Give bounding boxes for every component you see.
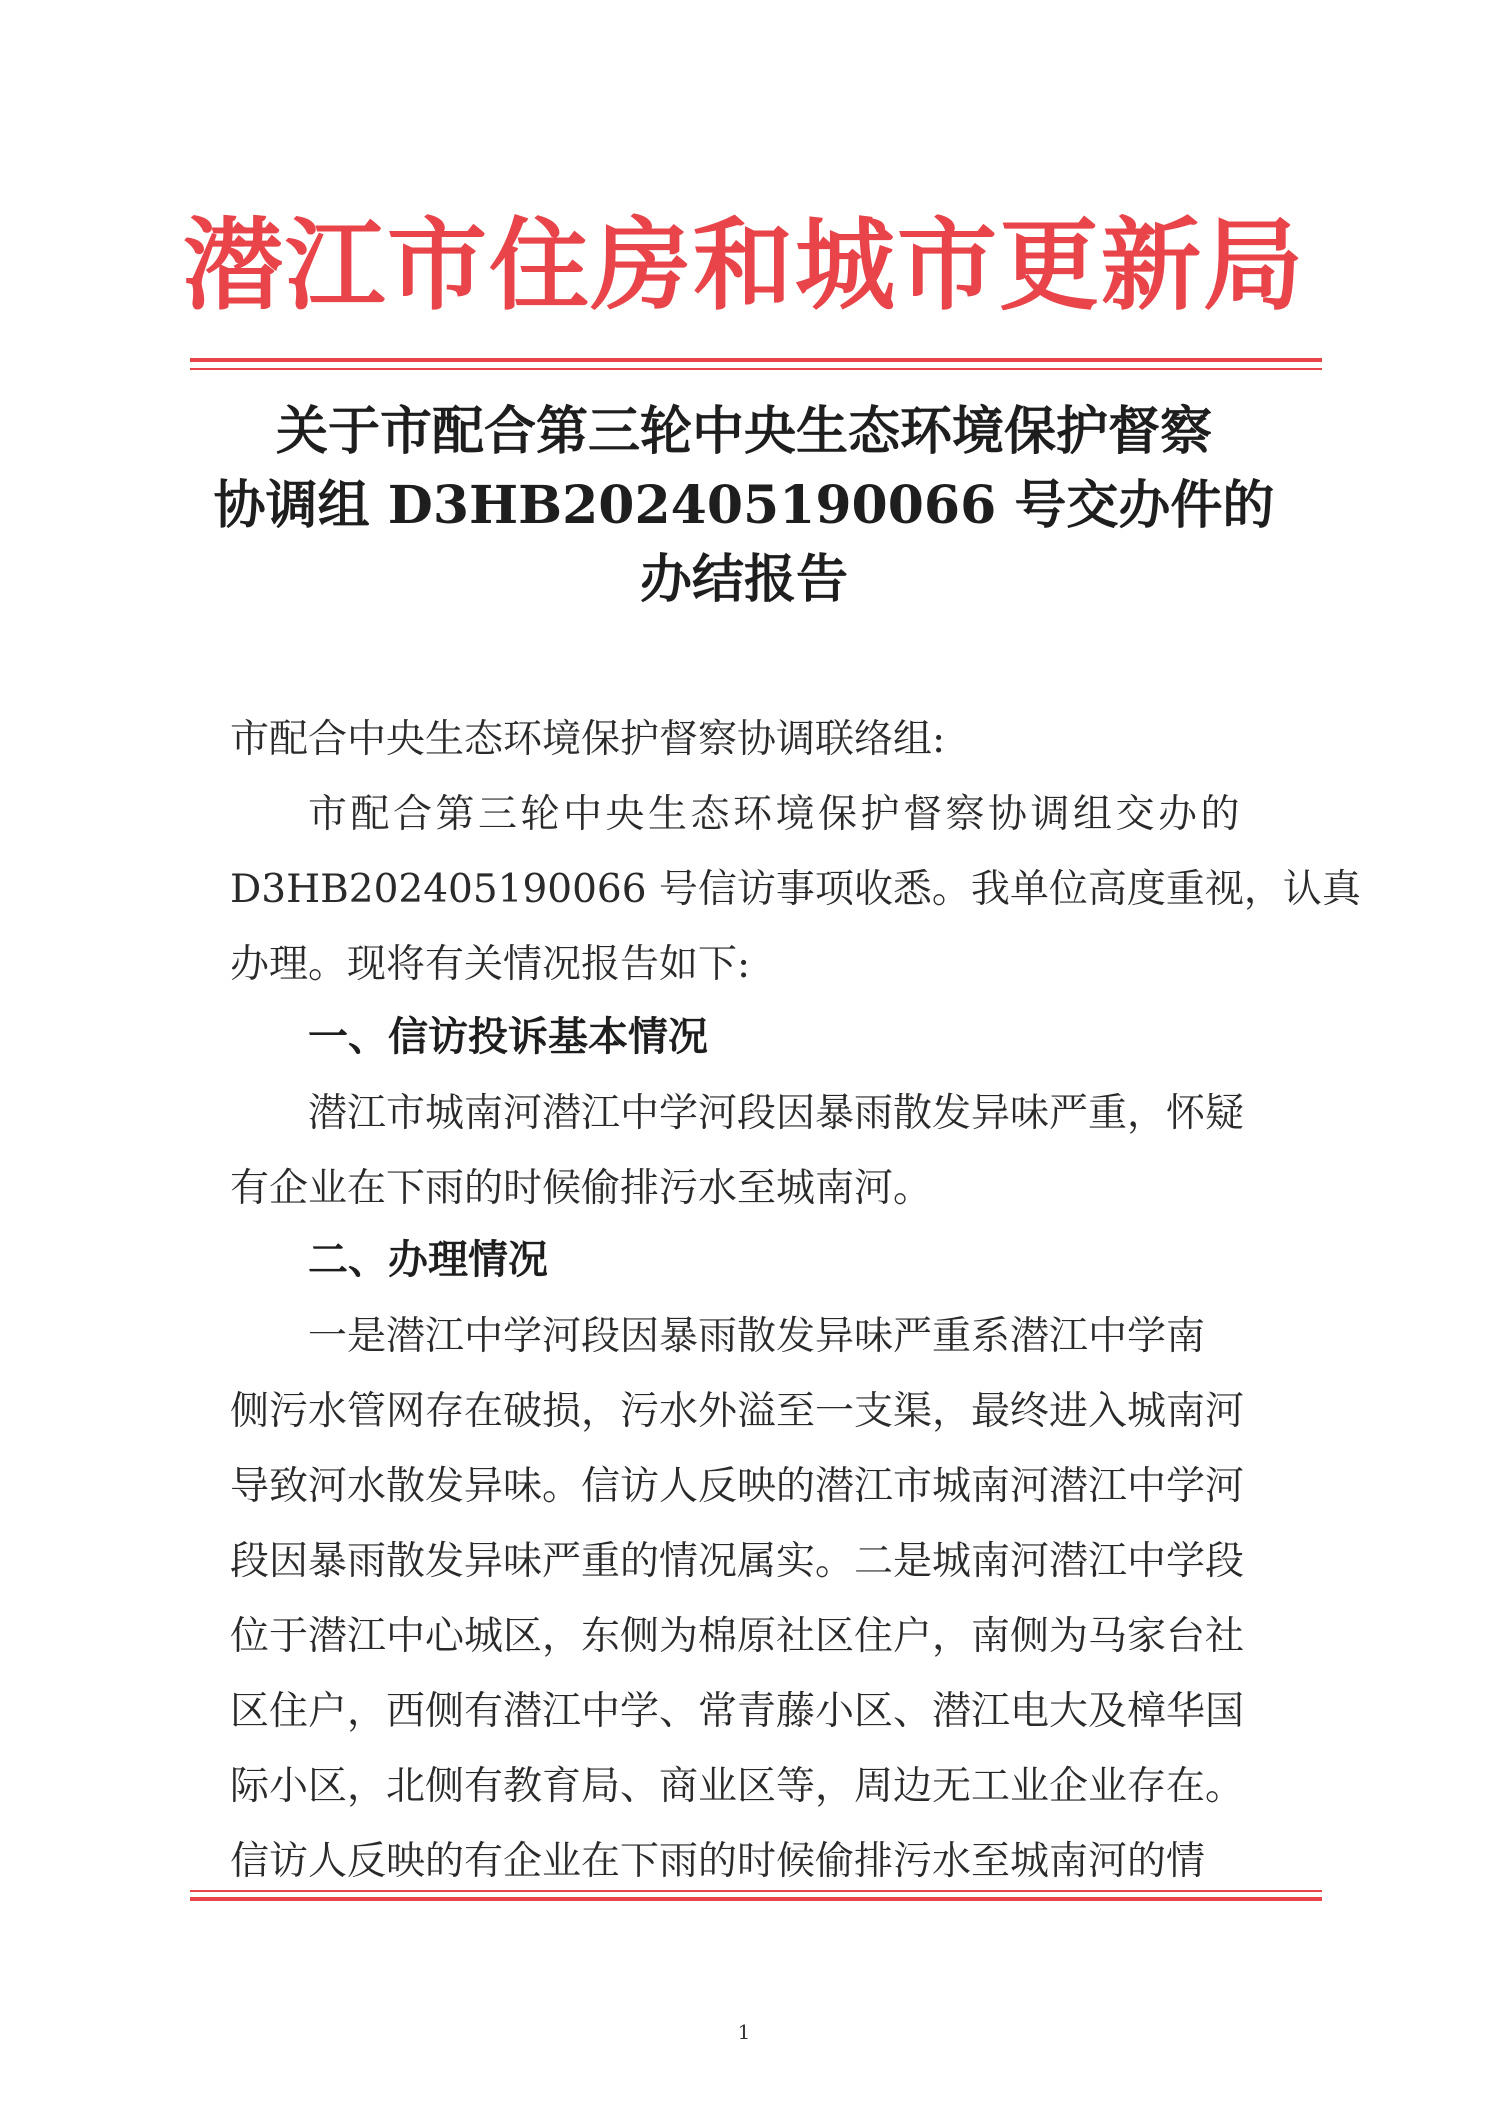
- section-1-line-1: 潜江市城南河潜江中学河段因暴雨散发异味严重，怀疑: [308, 1091, 1245, 1136]
- section-1-line-2: 有企业在下雨的时候偷排污水至城南河。: [230, 1166, 933, 1211]
- section-2-heading: 二、办理情况: [308, 1237, 548, 1283]
- letterhead-title: 潜江市住房和城市更新局: [183, 206, 1305, 324]
- section-2-line-8: 信访人反映的有企业在下雨的时候偷排污水至城南河的情: [230, 1839, 1206, 1884]
- document-title-line-2: 协调组 D3HB202405190066 号交办件的: [213, 475, 1275, 536]
- section-2-line-1: 一是潜江中学河段因暴雨散发异味严重系潜江中学南: [308, 1314, 1206, 1359]
- footer-rule-thick: [190, 1897, 1322, 1901]
- section-1-heading: 一、信访投诉基本情况: [308, 1014, 708, 1060]
- section-2-line-2: 侧污水管网存在破损，污水外溢至一支渠，最终进入城南河: [230, 1389, 1245, 1434]
- page-number: 1: [737, 2020, 751, 2044]
- document-title-line-3: 办结报告: [639, 549, 848, 610]
- document-title: [180, 395, 1308, 617]
- section-2-line-4: 段因暴雨散发异味严重的情况属实。二是城南河潜江中学段: [230, 1539, 1245, 1584]
- intro-line-1: 市配合第三轮中央生态环境保护督察协调组交办的: [308, 792, 1244, 837]
- intro-line-2: D3HB202405190066 号信访事项收悉。我单位高度重视，认真: [230, 867, 1361, 912]
- section-2-line-3: 导致河水散发异味。信访人反映的潜江市城南河潜江中学河: [230, 1464, 1245, 1509]
- letterhead-rule-thin: [190, 368, 1322, 370]
- section-2-line-6: 区住户，西侧有潜江中学、常青藤小区、潜江电大及樟华国: [230, 1689, 1245, 1734]
- document-title-line-1: 关于市配合第三轮中央生态环境保护督察: [275, 401, 1212, 462]
- footer-rule-thin: [190, 1890, 1322, 1892]
- addressee: 市配合中央生态环境保护督察协调联络组:: [230, 717, 946, 762]
- letterhead-rule-thick: [190, 358, 1322, 362]
- intro-line-3: 办理。现将有关情况报告如下:: [230, 942, 751, 987]
- section-2-line-5: 位于潜江中心城区，东侧为棉原社区住户，南侧为马家台社: [230, 1614, 1245, 1659]
- section-2-line-7: 际小区，北侧有教育局、商业区等，周边无工业企业存在。: [230, 1764, 1245, 1809]
